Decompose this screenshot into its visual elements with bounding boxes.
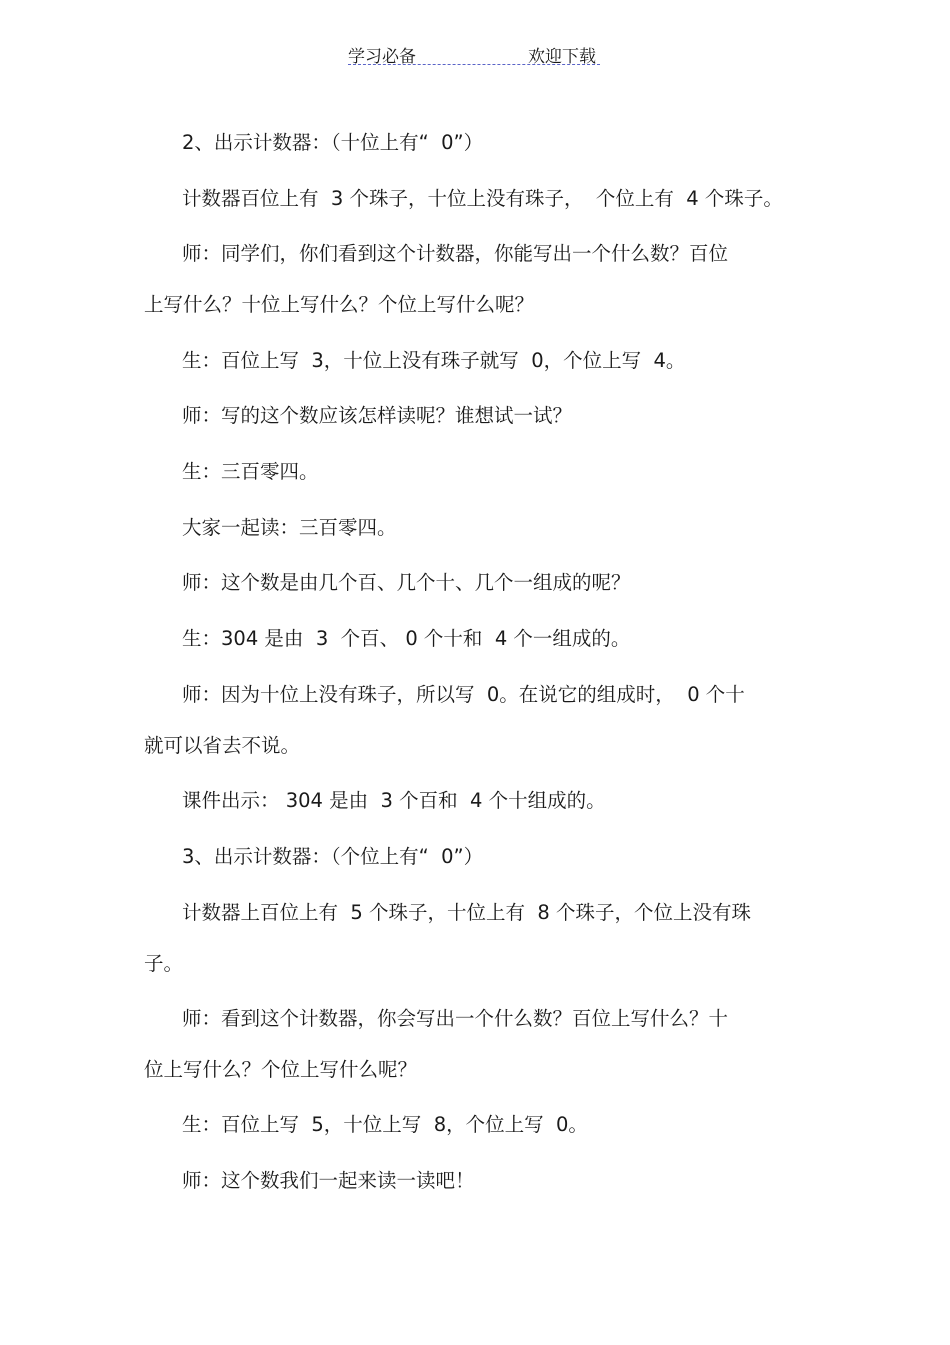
paragraph-line: 师：写的这个数应该怎样读呢？谁想试一试？ (182, 404, 573, 427)
paragraph-line: 计数器百位上有 3 个珠子，十位上没有珠子， 个位上有 4 个珠子。 (182, 187, 783, 210)
paragraph-line: 3、出示计数器：（个位上有“ 0”） (182, 845, 484, 868)
paragraph-line: 师：同学们，你们看到这个计数器，你能写出一个什么数？百位 (182, 242, 729, 265)
paragraph-line: 生：百位上写 5，十位上写 8，个位上写 0。 (182, 1113, 588, 1136)
paragraph-line: 生：百位上写 3，十位上没有珠子就写 0，个位上写 4。 (182, 349, 686, 372)
paragraph-line: 课件出示： 304 是由 3 个百和 4 个十组成的。 (182, 789, 606, 812)
paragraph-line: 就可以省去不说。 (144, 734, 301, 757)
paragraph-line: 位上写什么？个位上写什么呢？ (144, 1058, 418, 1081)
paragraph-line: 上写什么？十位上写什么？个位上写什么呢？ (144, 293, 535, 316)
paragraph-line: 师：这个数是由几个百、几个十、几个一组成的呢？ (182, 571, 631, 594)
header-left-text: 学习必备 (348, 47, 416, 67)
paragraph-line: 师：这个数我们一起来读一读吧！ (182, 1169, 475, 1192)
header-right-text: 欢迎下载 (528, 47, 596, 67)
paragraph-line: 生：三百零四。 (182, 460, 319, 483)
paragraph-line: 生：304 是由 3 个百、 0 个十和 4 个一组成的。 (182, 627, 631, 650)
paragraph-line: 计数器上百位上有 5 个珠子，十位上有 8 个珠子，个位上没有珠 (182, 901, 752, 924)
page-header (348, 40, 600, 65)
paragraph-line: 2、出示计数器：（十位上有“ 0”） (182, 131, 484, 154)
paragraph-line: 子。 (144, 952, 184, 975)
paragraph-line: 大家一起读：三百零四。 (182, 516, 397, 539)
paragraph-line: 师：看到这个计数器，你会写出一个什么数？百位上写什么？十 (182, 1007, 729, 1030)
paragraph-line: 师：因为十位上没有珠子，所以写 0。在说它的组成时， 0 个十 (182, 683, 745, 706)
